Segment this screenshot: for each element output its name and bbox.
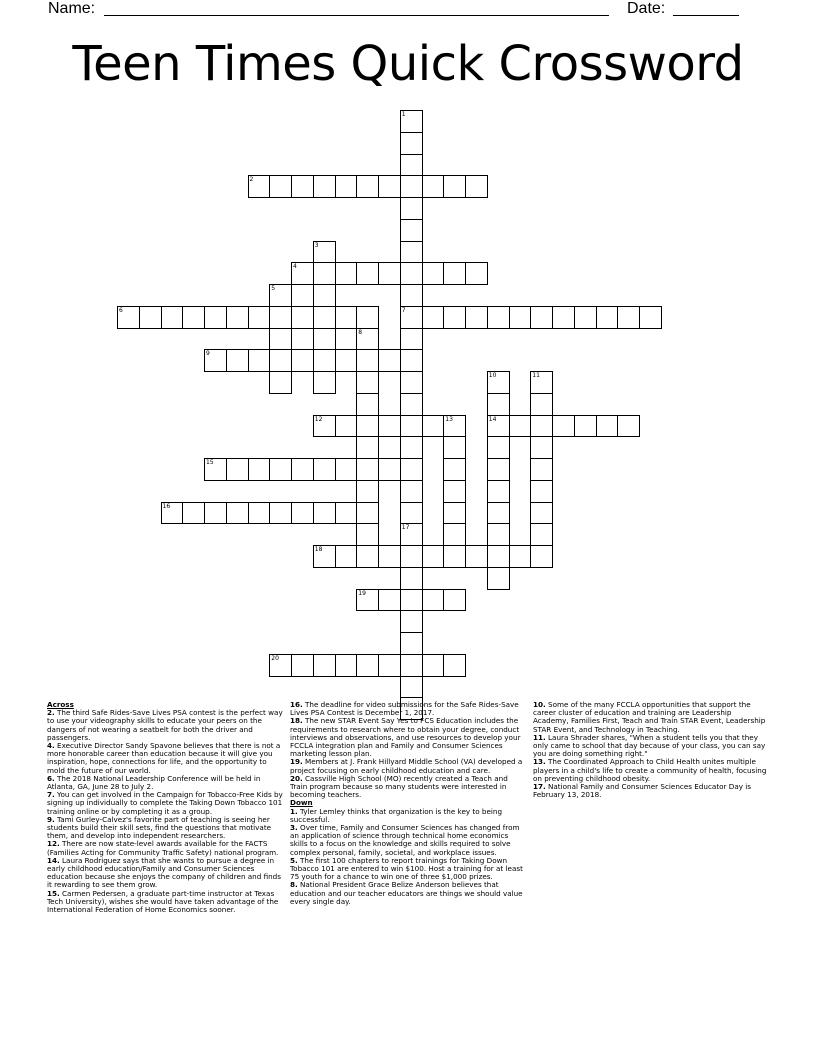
clue-across-9: 9. Tami Gurley-Calvez's favorite part of teaching is seeing her students build their skill sets, find the questions that motivate them, and develop into independent researchers. — [47, 814, 272, 841]
clue-across-6: 6. The 2018 National Leadership Conference will be held in Atlanta, GA, June 28 to July 2. — [47, 773, 261, 792]
page-title: Teen Times Quick Crossword — [72, 36, 744, 92]
grid-cell[interactable] — [313, 654, 336, 677]
grid-cell[interactable] — [313, 349, 336, 372]
grid-cell[interactable] — [617, 306, 640, 329]
grid-cell[interactable] — [465, 545, 488, 568]
grid-cell[interactable] — [378, 545, 401, 568]
grid-cell[interactable] — [313, 371, 336, 394]
grid-cell[interactable] — [400, 154, 423, 177]
grid-cell[interactable] — [443, 415, 466, 438]
grid-cell[interactable] — [487, 415, 510, 438]
clue-number: 2 — [249, 176, 254, 184]
clue-down-10: 10. Some of the many FCCLA opportunities that support the career cluster of education and training are Leadership Academy, Families First, Teach and Train STAR Event, Leadership STAR Event, and Technology in Teaching. — [533, 700, 766, 734]
name-label: Name: — [48, 0, 96, 17]
grid-cell[interactable] — [356, 545, 379, 568]
grid-cell[interactable] — [269, 284, 292, 307]
grid-cell[interactable] — [356, 393, 379, 416]
grid-cell[interactable] — [248, 175, 271, 198]
grid-cell[interactable] — [269, 328, 292, 351]
grid-cell[interactable] — [400, 458, 423, 481]
grid-cell[interactable] — [530, 306, 553, 329]
grid-cell[interactable] — [487, 567, 510, 590]
grid-cell[interactable] — [530, 523, 553, 546]
grid-cell[interactable] — [291, 654, 314, 677]
grid-cell[interactable] — [400, 436, 423, 459]
grid-cell[interactable] — [204, 349, 227, 372]
grid-cell[interactable] — [530, 393, 553, 416]
grid-cell[interactable] — [378, 458, 401, 481]
grid-cell[interactable] — [139, 306, 162, 329]
grid-cell[interactable] — [356, 262, 379, 285]
grid-cell[interactable] — [356, 523, 379, 546]
clue-across-14: 14. Laura Rodriguez says that she wants to pursue a degree in early childhood education/Family and Consumer Sciences education because she enjoys the company of children and finds it rewarding to see them grow. — [47, 855, 281, 890]
clue-number: 14 — [488, 415, 497, 423]
grid-cell[interactable] — [422, 306, 445, 329]
grid-cell[interactable] — [443, 306, 466, 329]
grid-cell[interactable] — [487, 523, 510, 546]
grid-cell[interactable] — [574, 306, 597, 329]
grid-cell[interactable] — [313, 328, 336, 351]
grid-cell[interactable] — [400, 654, 423, 677]
clue-number: 3 — [314, 241, 319, 249]
clue-column-2 — [290, 701, 526, 906]
grid-cell[interactable] — [378, 262, 401, 285]
grid-cell[interactable] — [400, 415, 423, 438]
grid-cell[interactable] — [269, 371, 292, 394]
grid-cell[interactable] — [530, 436, 553, 459]
clue-column-3 — [533, 701, 769, 799]
grid-cell[interactable] — [443, 175, 466, 198]
grid-cell[interactable] — [617, 415, 640, 438]
grid-cell[interactable] — [356, 654, 379, 677]
clue-down-13: 13. The Coordinated Approach to Child Health unites multiple players in a child's life to create a community of health, focusing on preventing childhood obesity. — [533, 757, 767, 783]
grid-cell[interactable] — [356, 458, 379, 481]
grid-cell[interactable] — [530, 458, 553, 481]
grid-cell[interactable] — [400, 676, 423, 699]
clue-down-11: 11. Laura Shrader shares, "When a student tells you that they only came to school that day because of your class, you can say you are doing something right." — [533, 732, 766, 759]
grid-cell[interactable] — [400, 545, 423, 568]
grid-cell[interactable] — [487, 502, 510, 525]
grid-cell[interactable] — [422, 654, 445, 677]
grid-cell[interactable] — [291, 349, 314, 372]
grid-cell[interactable] — [269, 458, 292, 481]
grid-cell[interactable] — [335, 349, 358, 372]
grid-cell[interactable] — [530, 545, 553, 568]
grid-cell[interactable] — [248, 306, 271, 329]
grid-cell[interactable] — [335, 458, 358, 481]
grid-cell[interactable] — [269, 306, 292, 329]
grid-cell[interactable] — [335, 415, 358, 438]
grid-cell[interactable] — [226, 458, 249, 481]
grid-cell[interactable] — [422, 415, 445, 438]
grid-cell[interactable] — [443, 654, 466, 677]
grid-cell[interactable] — [291, 458, 314, 481]
grid-cell[interactable] — [487, 436, 510, 459]
grid-cell[interactable] — [204, 502, 227, 525]
date-label: Date: — [627, 0, 666, 17]
grid-cell[interactable] — [443, 523, 466, 546]
grid-cell[interactable] — [465, 262, 488, 285]
down-heading: Down — [290, 798, 313, 808]
clue-number: 12 — [314, 415, 323, 423]
grid-cell[interactable] — [400, 219, 423, 242]
grid-cell[interactable] — [400, 110, 423, 133]
grid-cell[interactable] — [400, 371, 423, 394]
grid-cell[interactable] — [378, 589, 401, 612]
clue-across-16: 16. The deadline for video submissions for the Safe Rides-Save Lives PSA Contest is December 1, 2017. — [290, 700, 519, 718]
grid-cell[interactable] — [487, 393, 510, 416]
clue-number: 15 — [206, 459, 214, 466]
grid-cell[interactable] — [356, 306, 379, 329]
grid-cell[interactable] — [509, 545, 532, 568]
clue-column-1 — [47, 701, 283, 914]
grid-cell[interactable] — [422, 545, 445, 568]
clue-number: 16 — [162, 502, 171, 510]
grid-cell[interactable] — [400, 349, 423, 372]
grid-cell[interactable] — [117, 306, 140, 329]
grid-cell[interactable] — [204, 306, 227, 329]
grid-cell[interactable] — [443, 436, 466, 459]
grid-cell[interactable] — [269, 654, 292, 677]
grid-cell[interactable] — [356, 349, 379, 372]
grid-cell[interactable] — [400, 328, 423, 351]
grid-cell[interactable] — [574, 415, 597, 438]
grid-cell[interactable] — [378, 175, 401, 198]
clue-across-20: 20. Cassville High School (MO) recently created a Teach and Train program because so many students were interested in becoming teachers. — [290, 773, 508, 800]
grid-cell[interactable] — [313, 306, 336, 329]
grid-cell[interactable] — [422, 262, 445, 285]
grid-cell[interactable] — [400, 262, 423, 285]
grid-cell[interactable] — [356, 436, 379, 459]
grid-cell[interactable] — [291, 262, 314, 285]
grid-cell[interactable] — [335, 654, 358, 677]
clue-number: 10 — [488, 372, 497, 379]
grid-cell[interactable] — [400, 306, 423, 329]
grid-cell[interactable] — [378, 349, 401, 372]
clue-number: 19 — [358, 589, 366, 597]
grid-cell[interactable] — [639, 306, 662, 329]
grid-cell[interactable] — [182, 502, 205, 525]
grid-cell[interactable] — [335, 262, 358, 285]
grid-cell[interactable] — [226, 306, 249, 329]
grid-cell[interactable] — [400, 197, 423, 220]
clue-across-2: 2. The third Safe Rides-Save Lives PSA contest is the perfect way to use your videography skills to educate your peers on the dangers of not wearing a seatbelt for both the driver and passengers. — [47, 708, 283, 742]
grid-cell[interactable] — [291, 502, 314, 525]
grid-cell[interactable] — [530, 371, 553, 394]
grid-cell[interactable] — [291, 175, 314, 198]
clue-down-1: 1. Tyler Lemley thinks that organization is the key to being successful. — [290, 806, 503, 824]
clue-number: 18 — [314, 546, 323, 553]
grid-cell[interactable] — [487, 371, 510, 394]
grid-cell[interactable] — [182, 306, 205, 329]
grid-cell[interactable] — [226, 502, 249, 525]
clue-across-18: 18. The new STAR Event Say Yes to FCS Education includes the requirements to research where to obtain your degree, conduct interviews and observations, and use resources to develop your FCCLA integration plan and Family and Consumer Sciences marketing lesson plan. — [290, 716, 521, 759]
grid-cell[interactable] — [335, 175, 358, 198]
grid-cell[interactable] — [443, 458, 466, 481]
grid-cell[interactable] — [248, 458, 271, 481]
grid-cell[interactable] — [400, 502, 423, 525]
grid-cell[interactable] — [422, 175, 445, 198]
clue-number: 20 — [271, 654, 279, 662]
grid-cell[interactable] — [335, 502, 358, 525]
grid-cell[interactable] — [356, 589, 379, 612]
clue-number: 6 — [119, 306, 123, 314]
grid-cell[interactable] — [313, 262, 336, 285]
grid-cell[interactable] — [596, 415, 619, 438]
grid-cell[interactable] — [400, 132, 423, 155]
clue-down-5: 5. The first 100 chapters to report trainings for Taking Down Tobacco 101 are entered to win $100. Host a training for at least 75 youth for a chance to win one of three $1,000 prizes. — [290, 855, 523, 882]
clue-down-8: 8. National President Grace Belize Anderson believes that education and our teacher educators are things we should value every single day. — [290, 880, 523, 906]
grid-cell[interactable] — [487, 480, 510, 503]
clue-across-19: 19. Members at J. Frank Hillyard Middle School (VA) developed a project focusing on early childhood education and care. — [290, 757, 523, 775]
grid-cell[interactable] — [356, 502, 379, 525]
clue-number: 5 — [271, 285, 276, 292]
grid-cell[interactable] — [552, 306, 575, 329]
clue-across-12: 12. There are now state-level awards available for the FACTS (Families Acting for Community Traffic Safety) national program. — [47, 839, 279, 857]
grid-cell[interactable] — [509, 306, 532, 329]
grid-cell[interactable] — [313, 415, 336, 438]
clue-across-15: 15. Carmen Pedersen, a graduate part-time instructor at Texas Tech University), wishes she would have taken advantage of the International Federation of Home Economics sooner. — [47, 888, 279, 915]
grid-cell[interactable] — [356, 328, 379, 351]
grid-cell[interactable] — [356, 480, 379, 503]
clue-number: 13 — [445, 415, 453, 423]
grid-cell[interactable] — [269, 502, 292, 525]
grid-cell[interactable] — [400, 567, 423, 590]
grid-cell[interactable] — [422, 589, 445, 612]
grid-cell[interactable] — [530, 502, 553, 525]
grid-cell[interactable] — [530, 415, 553, 438]
clue-number: 11 — [532, 372, 540, 379]
grid-cell[interactable] — [269, 175, 292, 198]
grid-cell[interactable] — [443, 262, 466, 285]
grid-cell[interactable] — [313, 545, 336, 568]
grid-cell[interactable] — [400, 523, 423, 546]
clue-number: 1 — [401, 111, 406, 118]
grid-cell[interactable] — [487, 458, 510, 481]
grid-cell[interactable] — [530, 480, 553, 503]
grid-cell[interactable] — [443, 502, 466, 525]
grid-cell[interactable] — [400, 241, 423, 264]
grid-cell[interactable] — [596, 306, 619, 329]
grid-cell[interactable] — [443, 545, 466, 568]
clue-number: 7 — [401, 306, 406, 314]
grid-cell[interactable] — [248, 349, 271, 372]
grid-cell[interactable] — [356, 175, 379, 198]
grid-cell[interactable] — [487, 306, 510, 329]
clue-down-3: 3. Over time, Family and Consumer Sciences has changed from an application of science through technical home economics skills to a focus on the knowledge and skills required to solve complex personal, family, societal, and workplace issues. — [290, 823, 520, 857]
clue-number: 8 — [358, 328, 363, 336]
grid-cell[interactable] — [378, 654, 401, 677]
grid-cell[interactable] — [226, 349, 249, 372]
grid-cell[interactable] — [509, 415, 532, 438]
grid-cell[interactable] — [161, 306, 184, 329]
grid-cell[interactable] — [291, 306, 314, 329]
grid-cell[interactable] — [443, 589, 466, 612]
grid-cell[interactable] — [313, 458, 336, 481]
grid-cell[interactable] — [400, 610, 423, 633]
grid-cell[interactable] — [487, 545, 510, 568]
grid-cell[interactable] — [313, 284, 336, 307]
grid-cell[interactable] — [400, 480, 423, 503]
clue-number: 17 — [401, 524, 410, 532]
grid-cell[interactable] — [400, 632, 423, 655]
grid-cell[interactable] — [465, 306, 488, 329]
grid-cell[interactable] — [313, 502, 336, 525]
clue-across-7: 7. You can get involved in the Campaign for Tobacco-Free Kids by signing up individually to complete the Taking Down Tobacco 101 training online or by completing it as a group. — [47, 790, 283, 816]
grid-cell[interactable] — [356, 415, 379, 438]
grid-cell[interactable] — [313, 175, 336, 198]
clue-number: 4 — [293, 263, 297, 271]
grid-cell[interactable] — [465, 175, 488, 198]
clue-number: 9 — [206, 350, 210, 358]
grid-cell[interactable] — [356, 371, 379, 394]
grid-cell[interactable] — [378, 415, 401, 438]
grid-cell[interactable] — [400, 175, 423, 198]
grid-cell[interactable] — [400, 393, 423, 416]
grid-cell[interactable] — [335, 306, 358, 329]
grid-cell[interactable] — [269, 349, 292, 372]
grid-cell[interactable] — [161, 502, 184, 525]
grid-cell[interactable] — [313, 241, 336, 264]
grid-cell[interactable] — [443, 480, 466, 503]
grid-cell[interactable] — [335, 545, 358, 568]
clue-across-4: 4. Executive Director Sandy Spavone believes that there is not a more honorable career than education because it will give you inspiration, hope, connections for life, and the opportunity to mold the future of our world. — [47, 741, 281, 775]
grid-cell[interactable] — [400, 284, 423, 307]
grid-cell[interactable] — [248, 502, 271, 525]
across-heading: Across — [47, 700, 74, 709]
grid-cell[interactable] — [204, 458, 227, 481]
grid-cell[interactable] — [400, 589, 423, 612]
clue-down-17: 17. National Family and Consumer Sciences Educator Day is February 13, 2018. — [533, 782, 751, 800]
grid-cell[interactable] — [552, 415, 575, 438]
